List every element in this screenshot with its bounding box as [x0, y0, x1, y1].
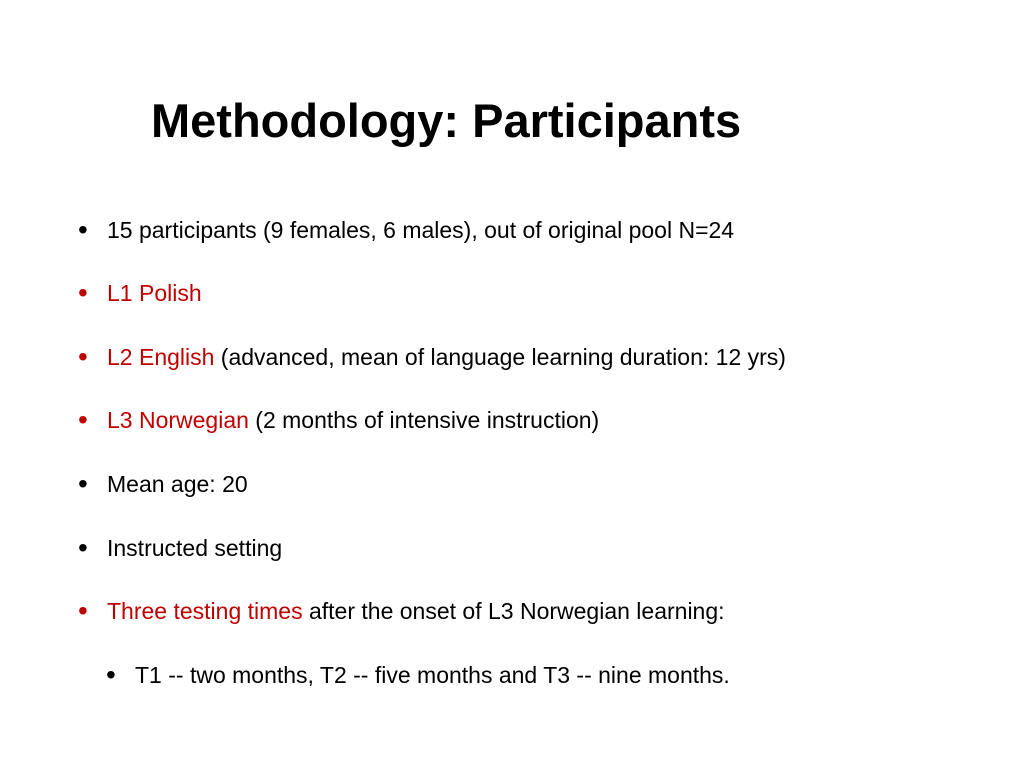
bullet-lead-text: Three testing times	[107, 598, 303, 624]
bullet-item	[78, 402, 599, 438]
bullet-text: (advanced, mean of language learning duration: 12 yrs)	[214, 344, 786, 370]
bullet-text: 15 participants (9 females, 6 males), out of original pool N=24	[107, 217, 735, 243]
bullet-dot-icon: •	[78, 214, 88, 245]
bullet-item	[78, 275, 202, 311]
bullet-item	[78, 593, 725, 629]
bullet-text: T1 -- two months, T2 -- five months and T3 -- nine months.	[135, 662, 730, 688]
bullet-item	[78, 466, 248, 502]
sub-bullet-item	[106, 657, 730, 693]
bullet-dot-icon: •	[78, 595, 88, 626]
bullet-dot-icon: •	[78, 277, 88, 308]
bullet-dot-icon: •	[78, 468, 88, 499]
bullet-lead-text: L3 Norwegian	[107, 407, 249, 433]
bullet-lead-text: L2 English	[107, 344, 215, 370]
slide-title: Methodology: Participants	[151, 94, 742, 147]
bullet-item	[78, 212, 734, 248]
bullet-text: Mean age: 20	[107, 471, 248, 497]
bullet-lead-text: L1 Polish	[107, 280, 202, 306]
bullet-dot-icon: •	[78, 532, 88, 563]
bullet-dot-icon: •	[106, 659, 116, 690]
bullet-dot-icon: •	[78, 404, 88, 435]
bullet-dot-icon: •	[78, 341, 88, 372]
bullet-item	[78, 530, 282, 566]
bullet-text: (2 months of intensive instruction)	[248, 407, 600, 433]
bullet-item	[78, 339, 786, 375]
bullet-text: after the onset of L3 Norwegian learning:	[302, 598, 725, 624]
bullet-text: Instructed setting	[107, 535, 283, 561]
